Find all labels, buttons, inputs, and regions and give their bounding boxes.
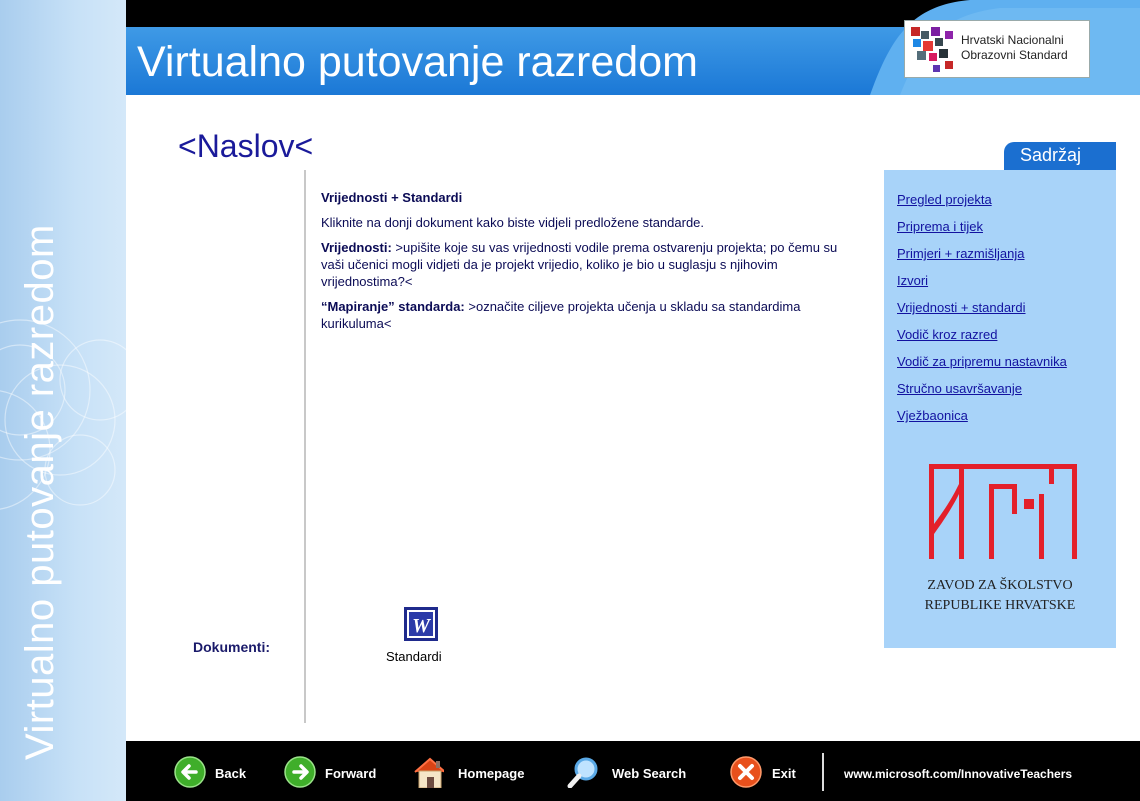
intro-text: Kliknite na donji dokument kako biste vidjeli predložene standarde.: [321, 215, 705, 230]
nav-link-vodic-za-pripremu[interactable]: Vodič za pripremu nastavnika: [897, 354, 1067, 369]
left-banner: [0, 0, 126, 801]
nav-item: [897, 408, 1067, 435]
nav-link-strucno-usavrsavanje[interactable]: Stručno usavršavanje: [897, 381, 1023, 396]
logo-text-line2: Obrazovni Standard: [961, 48, 1068, 62]
svg-text:W: W: [412, 615, 430, 637]
web-search-button[interactable]: [566, 756, 701, 788]
nav-item: [897, 246, 1067, 273]
nav-link-vjezbaonica[interactable]: Vježbaonica: [897, 408, 968, 423]
values-paragraph: [321, 239, 841, 290]
nav-item: [897, 300, 1067, 327]
exit-x-icon: [730, 756, 762, 788]
org-name-line1: ZAVOD ZA ŠKOLSTVO: [927, 578, 1073, 593]
contents-panel: [884, 170, 1116, 648]
org-name-line2: REPUBLIKE HRVATSKE: [924, 598, 1076, 613]
contents-nav: [897, 192, 1067, 435]
page-title: <Naslov<: [178, 128, 314, 164]
document-link-standardi[interactable]: Standardi: [386, 649, 442, 664]
mosaic-logo-icon: [909, 25, 957, 75]
footer-separator: [822, 753, 824, 791]
values-label: Vrijednosti:: [321, 240, 392, 255]
vertical-divider: [304, 170, 306, 723]
nav-item: [897, 381, 1067, 408]
homepage-label: Homepage: [458, 766, 525, 781]
contents-tab: Sadržaj: [1004, 142, 1116, 170]
exit-label: Exit: [772, 766, 796, 781]
back-arrow-icon: [174, 756, 206, 788]
nav-item: [897, 219, 1067, 246]
logo-text-line1: Hrvatski Nacionalni: [961, 33, 1064, 47]
web-search-label: Web Search: [612, 766, 687, 781]
zavod-logo-icon: [929, 464, 1077, 559]
documents-label: Dokumenti:: [193, 639, 270, 655]
homepage-button[interactable]: [412, 756, 537, 788]
nav-item: [897, 273, 1067, 300]
mapping-text: >označite ciljeve projekta učenja u skladu sa standardima kurikuluma<: [321, 299, 801, 331]
nav-link-vodic-kroz-razred[interactable]: Vodič kroz razred: [897, 327, 998, 342]
word-document-icon[interactable]: [404, 607, 438, 641]
values-text: >upišite koje su vas vrijednosti vodile prema ostvarenju projekta; po čemu su vaši učenici mogli vidjeti da je projekt vrijedio, koliko je bio u suglasju s njihovim vrijednostima?<: [321, 240, 838, 289]
magnifier-icon: [566, 756, 598, 788]
mapping-label: “Mapiranje” standarda:: [321, 299, 465, 314]
nav-item: [897, 354, 1067, 381]
section-heading: Vrijednosti + Standardi: [321, 190, 463, 205]
nav-link-pregled-projekta[interactable]: Pregled projekta: [897, 192, 992, 207]
forward-label: Forward: [325, 766, 377, 781]
home-icon: [412, 756, 444, 788]
footer-url-link[interactable]: www.microsoft.com/InnovativeTeachers: [844, 767, 1073, 781]
nav-link-izvori[interactable]: Izvori: [897, 273, 929, 288]
mapping-paragraph: [321, 298, 841, 332]
nav-link-vrijednosti-standardi[interactable]: Vrijednosti + standardi: [897, 300, 1026, 315]
nav-item: [897, 327, 1067, 354]
forward-arrow-icon: [284, 756, 316, 788]
back-label: Back: [215, 766, 247, 781]
main-content: [321, 189, 841, 340]
forward-button[interactable]: [284, 756, 384, 788]
bottom-nav-bar: [126, 741, 1140, 801]
vertical-side-title: Virtualno putovanje razredom: [18, 224, 62, 760]
standard-logo: [904, 20, 1090, 78]
exit-button[interactable]: [730, 756, 810, 788]
page-header-title: Virtualno putovanje razredom: [137, 38, 698, 86]
nav-link-priprema-i-tijek[interactable]: Priprema i tijek: [897, 219, 983, 234]
nav-link-primjeri-razmisljanja[interactable]: Primjeri + razmišljanja: [897, 246, 1025, 261]
nav-item: [897, 192, 1067, 219]
back-button[interactable]: [174, 756, 254, 788]
